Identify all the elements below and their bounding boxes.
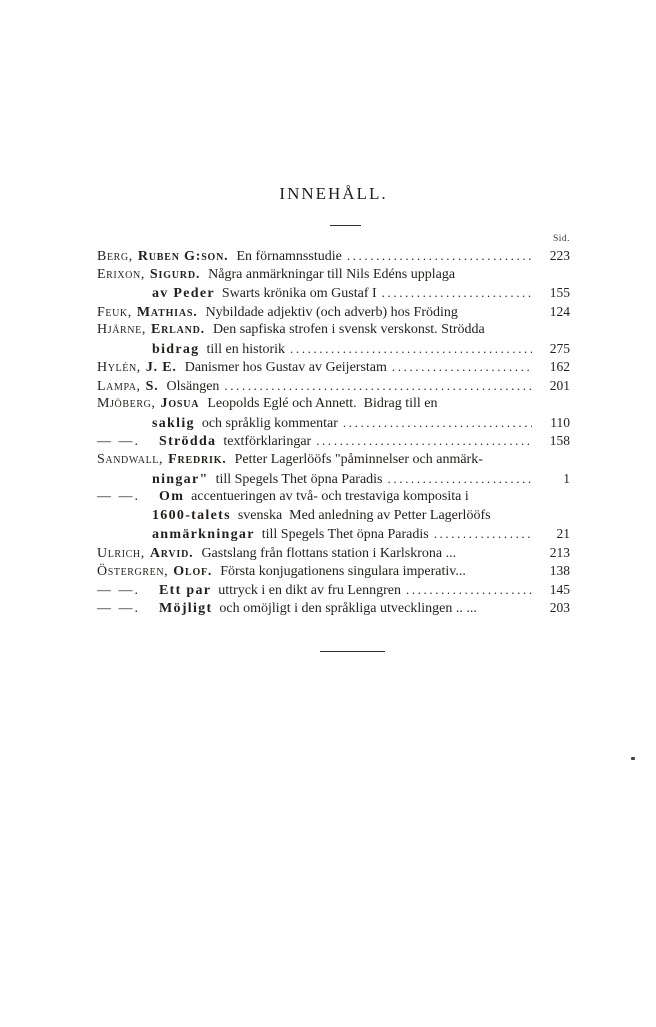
entry-title: Danismer hos Gustav av Geijerstam xyxy=(184,360,387,376)
author-surname: Hjärne, xyxy=(97,322,146,338)
author-given-name: Ruben G:son. xyxy=(137,249,229,264)
author-given-name: S. xyxy=(145,378,159,394)
toc-row xyxy=(97,414,570,433)
toc-row xyxy=(97,340,570,359)
page-number: 145 xyxy=(549,581,570,597)
page-number: 110 xyxy=(550,414,570,430)
page-number-column-header: Sid. xyxy=(552,234,570,244)
toc-row xyxy=(97,284,570,303)
toc-row xyxy=(97,266,570,285)
emphasized-word: bidrag xyxy=(152,341,200,357)
entry-title: Olsängen xyxy=(166,378,220,394)
toc-row xyxy=(97,303,570,322)
dot-leader xyxy=(343,414,532,434)
entry-title: uttryck i en dikt av fru Lenngren xyxy=(218,582,401,598)
page-number: 203 xyxy=(549,600,570,616)
entry-title: Några anmärkningar till Nils Edéns upplaga xyxy=(208,266,456,282)
emphasized-word: Möjligt xyxy=(159,601,213,617)
toc-row xyxy=(97,358,570,377)
toc-row xyxy=(97,599,570,618)
page-number: 158 xyxy=(549,433,570,449)
toc-row xyxy=(97,321,570,340)
author-given-name: Arvid. xyxy=(149,545,194,561)
dot-leader xyxy=(434,525,532,545)
author-given-name: Erland. xyxy=(150,322,205,338)
toc-row xyxy=(97,507,570,526)
toc-row xyxy=(97,451,570,470)
scan-speck xyxy=(631,757,635,760)
page-number: 213 xyxy=(549,544,570,560)
toc-list xyxy=(97,247,570,618)
entry-title: En förnamnsstudie xyxy=(236,249,342,264)
toc-row xyxy=(97,470,570,489)
emphasized-word: anmärkningar xyxy=(152,527,255,543)
entry-title: svenska Med anledning av Petter Lagerlööfs xyxy=(237,507,491,523)
entry-title: Nybildade adjektiv (och adverb) hos Fröding xyxy=(205,304,458,320)
dot-leader xyxy=(290,340,532,360)
dot-leader xyxy=(392,358,532,378)
entry-title: och språklig kommentar xyxy=(201,415,338,431)
page-number: 124 xyxy=(549,303,570,319)
toc-row xyxy=(97,247,570,266)
author-surname: — —. xyxy=(97,582,140,598)
toc-row xyxy=(97,377,570,396)
author-given-name: Josua xyxy=(160,396,200,412)
entry-title: accentueringen av två- och trestaviga komposita i xyxy=(191,489,469,505)
entry-title: Den sapfiska strofen i svensk verskonst. Strödda xyxy=(212,322,485,338)
toc-row xyxy=(97,562,570,581)
entry-title: till en historik xyxy=(206,341,286,357)
entry-title: Första konjugationens singulara imperativ... xyxy=(220,564,466,580)
emphasized-word: 1600-talets xyxy=(152,507,231,523)
page-title: INNEHÅLL. xyxy=(279,184,388,203)
entry-title: textförklaringar xyxy=(223,434,312,450)
toc-row xyxy=(97,488,570,507)
entry-title: Leopolds Eglé och Annett. Bidrag till en xyxy=(207,396,438,412)
author-surname: Berg, xyxy=(97,249,133,264)
page-number: 138 xyxy=(549,563,570,579)
author-surname: — —. xyxy=(97,434,140,450)
author-given-name: Olof. xyxy=(173,564,213,580)
dot-leader xyxy=(224,377,532,397)
emphasized-word: ningar" xyxy=(152,471,209,487)
page-number: 21 xyxy=(556,526,570,542)
author-surname: Feuk, xyxy=(97,304,132,320)
emphasized-word: av Peder xyxy=(152,286,215,302)
author-given-name: Mathias. xyxy=(136,304,198,320)
author-surname: — —. xyxy=(97,489,140,505)
author-given-name: Fredrik. xyxy=(168,452,227,468)
author-surname: Lampa, xyxy=(97,378,141,394)
author-surname: Erixon, xyxy=(97,266,145,282)
emphasized-word: saklig xyxy=(152,415,195,431)
dot-leader xyxy=(382,284,532,304)
entry-title: till Spegels Thet öpna Paradis xyxy=(261,527,429,543)
author-surname: Östergren, xyxy=(97,564,169,580)
toc-row xyxy=(97,432,570,451)
author-surname: Sandwall, xyxy=(97,452,164,468)
entry-title: Gastslang från flottans station i Karlskrona ... xyxy=(201,545,457,561)
page-number: 275 xyxy=(549,340,570,356)
dot-leader xyxy=(388,470,532,490)
page-number: 162 xyxy=(549,359,570,375)
entry-title: till Spegels Thet öpna Paradis xyxy=(215,471,383,487)
entry-title: Swarts krönika om Gustaf I xyxy=(221,286,377,302)
toc-row xyxy=(97,525,570,544)
page-number: 155 xyxy=(549,285,570,301)
emphasized-word: Om xyxy=(159,489,185,505)
dot-leader xyxy=(316,432,532,452)
emphasized-word: Ett par xyxy=(159,582,212,598)
toc-row xyxy=(97,581,570,600)
title-divider xyxy=(330,225,361,226)
author-surname: — —. xyxy=(97,601,140,617)
entry-title: och omöjligt i den språkliga utvecklingen .. ... xyxy=(219,601,477,617)
author-given-name: J. E. xyxy=(145,360,177,376)
page-number: 223 xyxy=(549,248,570,263)
author-given-name: Sigurd. xyxy=(149,266,201,282)
author-surname: Hylén, xyxy=(97,360,141,376)
author-surname: Mjöberg, xyxy=(97,396,156,412)
emphasized-word: Strödda xyxy=(159,434,217,450)
dot-leader xyxy=(347,247,532,267)
dot-leader xyxy=(406,581,532,601)
end-divider xyxy=(320,651,385,652)
author-surname: Ulrich, xyxy=(97,545,145,561)
page-number: 1 xyxy=(563,470,570,486)
toc-row xyxy=(97,544,570,563)
page-number: 201 xyxy=(549,377,570,393)
entry-title: Petter Lagerlööfs "påminnelser och anmärk- xyxy=(234,452,483,468)
toc-row xyxy=(97,395,570,414)
